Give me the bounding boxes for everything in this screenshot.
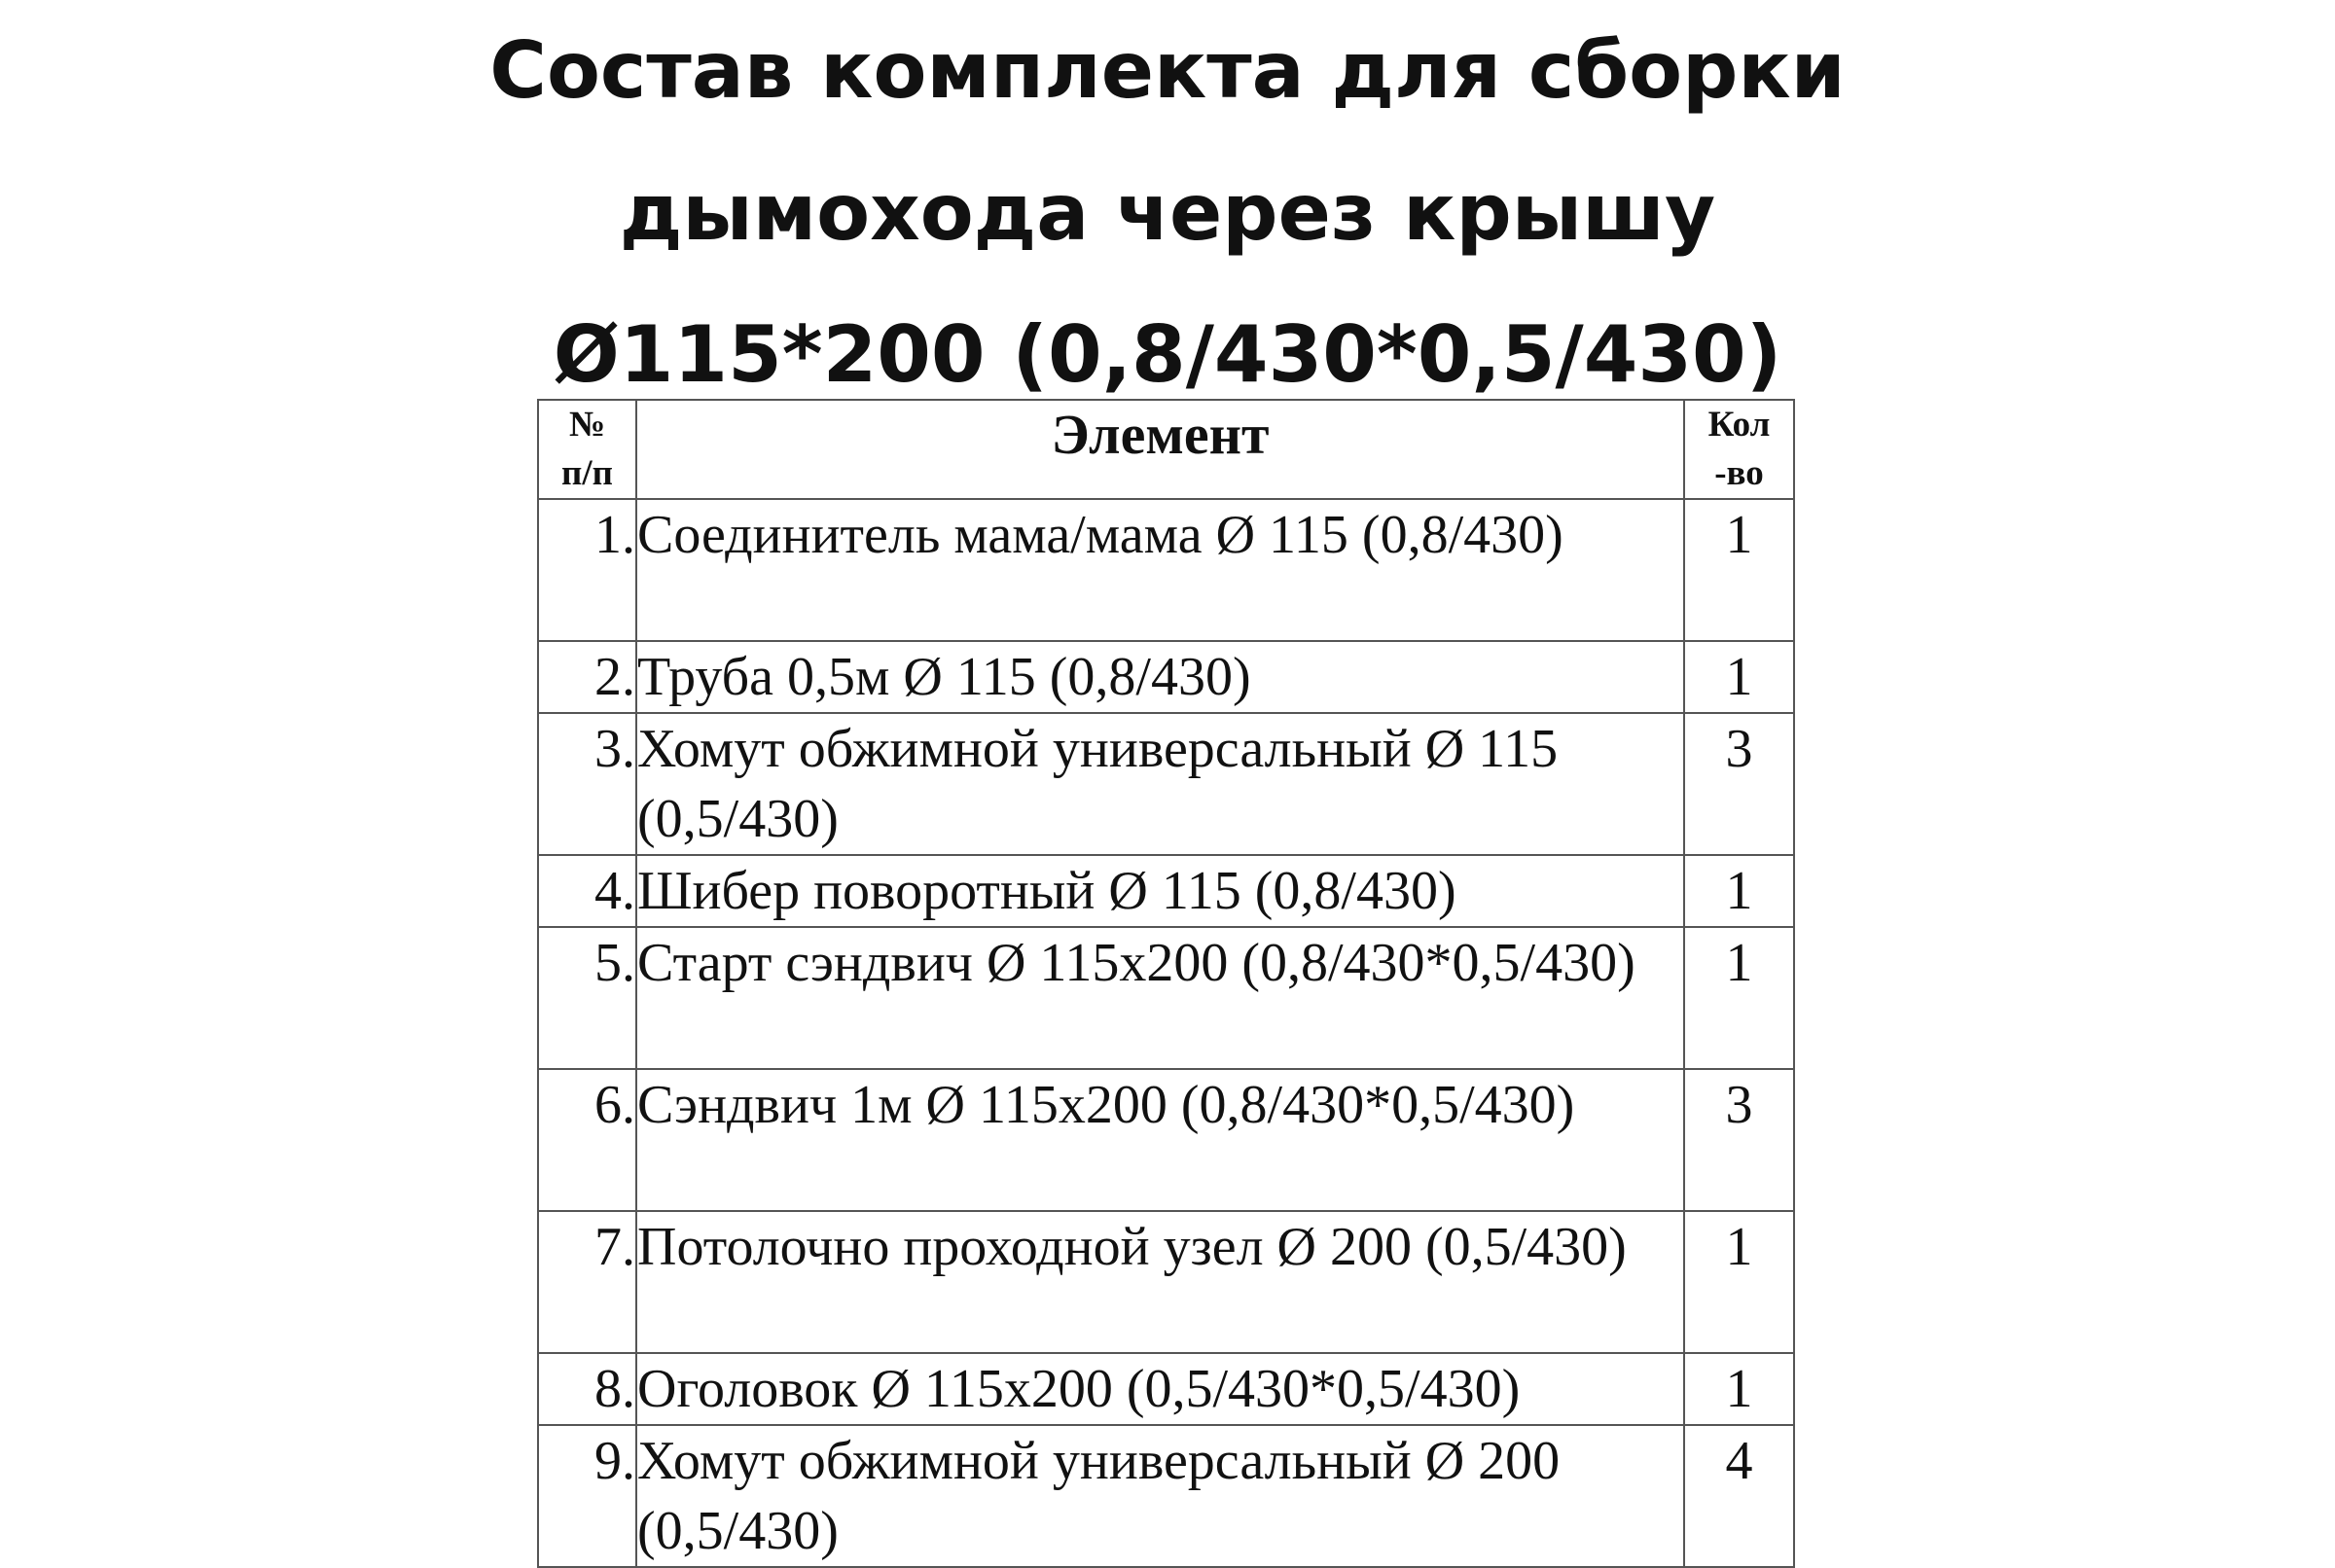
row-quantity: 3 (1684, 713, 1794, 855)
header-quantity-line-1: Кол (1707, 405, 1771, 445)
row-quantity: 1 (1684, 1353, 1794, 1425)
row-quantity: 1 (1684, 927, 1794, 1069)
table-row (538, 499, 1794, 641)
row-number: 5. (538, 927, 636, 1069)
table-row (538, 855, 1794, 927)
table-header-row (538, 400, 1794, 499)
row-quantity: 1 (1684, 499, 1794, 641)
title-line-3: Ø115*200 (0,8/430*0,5/430) (553, 309, 1782, 400)
row-number: 7. (538, 1211, 636, 1353)
header-number-line-1: № (568, 405, 606, 445)
header-element: Элемент (636, 400, 1684, 499)
row-quantity: 1 (1684, 855, 1794, 927)
title-line-2: дымохода через крышу (619, 167, 1716, 258)
header-quantity (1684, 400, 1794, 499)
page-title (0, 0, 2335, 426)
title-line-1: Состав комплекта для сборки (489, 25, 1846, 116)
row-quantity: 3 (1684, 1069, 1794, 1211)
kit-components-table (537, 399, 1795, 1568)
row-element: Сэндвич 1м Ø 115х200 (0,8/430*0,5/430) (636, 1069, 1684, 1211)
table-row (538, 1353, 1794, 1425)
header-quantity-line-2: -во (1714, 453, 1764, 493)
row-element: Труба 0,5м Ø 115 (0,8/430) (636, 641, 1684, 713)
row-element: Оголовок Ø 115х200 (0,5/430*0,5/430) (636, 1353, 1684, 1425)
table-row (538, 1069, 1794, 1211)
row-number: 8. (538, 1353, 636, 1425)
table-row (538, 1425, 1794, 1567)
row-element: Соединитель мама/мама Ø 115 (0,8/430) (636, 499, 1684, 641)
row-quantity: 1 (1684, 1211, 1794, 1353)
table-row (538, 927, 1794, 1069)
row-element: Шибер поворотный Ø 115 (0,8/430) (636, 855, 1684, 927)
table-row (538, 1211, 1794, 1353)
header-number (538, 400, 636, 499)
row-element: Потолочно проходной узел Ø 200 (0,5/430) (636, 1211, 1684, 1353)
table-row (538, 713, 1794, 855)
row-number: 3. (538, 713, 636, 855)
row-number: 9. (538, 1425, 636, 1567)
row-number: 6. (538, 1069, 636, 1211)
row-quantity: 4 (1684, 1425, 1794, 1567)
row-number: 4. (538, 855, 636, 927)
row-number: 2. (538, 641, 636, 713)
row-element: Хомут обжимной универсальный Ø 115 (0,5/430) (636, 713, 1684, 855)
row-element: Хомут обжимной универсальный Ø 200 (0,5/430) (636, 1425, 1684, 1567)
header-number-line-2: п/п (561, 453, 613, 493)
row-element: Старт сэндвич Ø 115х200 (0,8/430*0,5/430) (636, 927, 1684, 1069)
row-quantity: 1 (1684, 641, 1794, 713)
table-row (538, 641, 1794, 713)
row-number: 1. (538, 499, 636, 641)
